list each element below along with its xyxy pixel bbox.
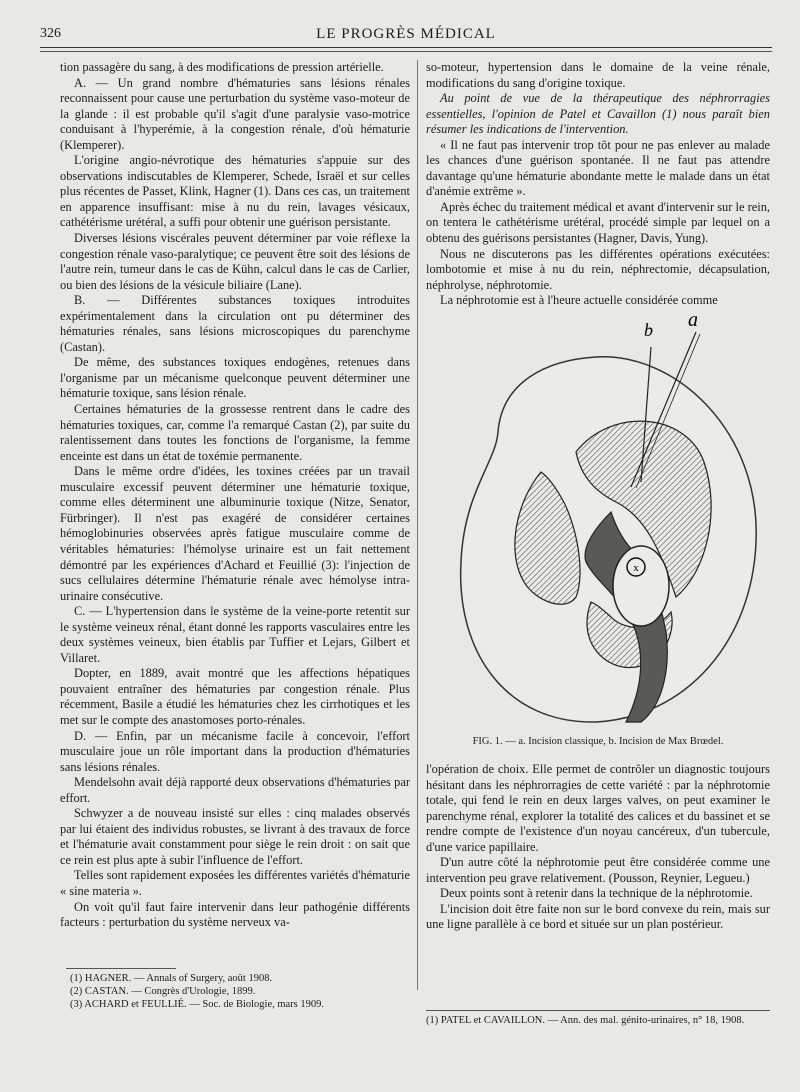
figure-caption: FIG. 1. — a. Incision classique, b. Incision de Max Brœdel. (472, 736, 724, 747)
page-number: 326 (40, 26, 61, 41)
paragraph: L'origine angio-névrotique des hématuries s'appuie sur des observations indiscutables de Klemperer, Schede, Israël et sur celles plus récentes de Passet, Klink, Hagner (1). Dans ces cas, un traitement en apparence insuffisant: mise à nu du rein, lavages vésicaux, cathétérisme urétéral, a suffi pour obtenir une guérison persistante. (60, 153, 410, 230)
kidney-drawing (436, 312, 770, 730)
kidney-illustration (436, 312, 770, 730)
footnote: (1) PATEL et CAVAILLON. — Ann. des mal. génito-urinaires, n° 18, 1908. (426, 1015, 745, 1026)
paragraph: Deux points sont à retenir dans la technique de la néphrotomie. (440, 886, 753, 901)
label-b: b (644, 320, 653, 340)
header-rule-secondary (40, 51, 772, 52)
page-header (40, 26, 772, 46)
column-divider (417, 60, 418, 990)
footnote-rule (66, 968, 176, 969)
footnote-rule (426, 1010, 770, 1011)
journal-title: LE PROGRÈS MÉDICAL (316, 26, 496, 42)
paragraph: Nous ne discuterons pas les différentes opérations exécutées: lombotomie et mise à nu du rein, néphrectomie, décapsulation, néphrolyse, néphrotomie. (426, 246, 770, 292)
right-column-top (426, 60, 770, 309)
paragraph: tion passagère du sang, à des modifications de pression artérielle. (60, 60, 384, 74)
paragraph: Mendelsohn avait déjà rapporté deux observations d'hématuries par effort. (60, 775, 410, 805)
paragraph: Après échec du traitement médical et avant d'intervenir sur le rein, on tentera le cathétérisme urétéral, procédé simple par lequel on a obtenu des guérisons persistantes (Hagner, Davis, Yung). (426, 199, 770, 246)
left-column (60, 60, 410, 960)
label-a: a (688, 312, 698, 331)
header-rule (40, 47, 772, 48)
paragraph: D'un autre côté la néphrotomie peut être considérée comme une intervention peu grave relativement. (Pousson, Reynier, Legueu.) (426, 855, 770, 885)
label-x: x (633, 562, 639, 574)
footnote: (2) CASTAN. — Congrès d'Urologie, 1899. (70, 986, 256, 997)
paragraph: Certaines hématuries de la grossesse rentrent dans le cadre des hématuries toxiques, car, comme l'a remarqué Castan (2), par suite du ralentissement dans toutes les fonctions de l'organisme, la femme enceinte est dans un état de toxémie permanente. (60, 402, 410, 463)
paragraph: Diverses lésions viscérales peuvent déterminer par voie réflexe la congestion rénale vaso-paralytique; ce peuvent être soit des lésions de l'autre rein, tumeur dans le cas de Kühn, calcul dans le cas de Carlier, ou bien des lésions de la vésicule biliaire (Lane). (60, 231, 410, 292)
paragraph: C. — L'hypertension dans le système de la veine-porte retentit sur le système veineux rénal, étant donné les rapports vasculaires entre les deux systèmes veineux, bien établis par Tuffier et Lejars, Gilbert et Villaret. (60, 604, 410, 665)
right-footnotes (426, 1014, 770, 1027)
paragraph: B. — Différentes substances toxiques introduites expérimentalement dans la circulation ont pu déterminer des hématuries rénales, sans lésions microscopiques du parenchyme (Castan). (60, 293, 410, 354)
renal-sinus-opening (613, 546, 669, 626)
left-footnotes (70, 972, 410, 1011)
footnote: (1) HAGNER. — Annals of Surgery, août 1908. (70, 973, 273, 984)
paragraph: l'opération de choix. Elle permet de contrôler un diagnostic toujours hésitant dans les néphrorragies de cette variété : par la néphrotomie totale, qui fend le rein en deux larges valves, on peut examiner le parenchyme rénal, explorer la totalité des calices et du bassinet et se rendre compte de l'existence d'un noyau cancéreux, d'un tubercule, d'une varice papillaire. (426, 762, 770, 854)
paragraph: Au point de vue de la thérapeutique des néphrorragies essentielles, l'opinion de Patel et Cavaillon (1) nous paraît bien résumer les indications de l'intervention. (426, 91, 770, 137)
paragraph: Schwyzer a de nouveau insisté sur elles : cinq malades observés par lui étaient des individus robustes, se livrant à des travaux de force et l'hématurie avait constamment pour siège le rein droit : on sait que ce rein est plus apte à subir l'influence de l'effort. (60, 806, 410, 867)
right-column-bottom (426, 762, 770, 933)
paragraph: De même, des substances toxiques endogènes, retenues dans l'organisme par un mécanisme quelconque peuvent déterminer une hématurie toxique, sans lésion rénale. (60, 355, 410, 401)
paragraph: so-moteur, hypertension dans le domaine de la veine rénale, modifications du sang d'origine toxique. (426, 60, 770, 90)
footnote: (3) ACHARD et FEULLIÉ. — Soc. de Biologie, mars 1909. (70, 999, 325, 1010)
paragraph: Dopter, en 1889, avait montré que les affections hépatiques pouvaient entraîner des hématuries par congestion rénale. Plus récemment, Basile a étudié les hématuries chez les cirrhotiques et les met sur le compte des anastomoses porto-rénales. (60, 666, 410, 727)
paragraph: Telles sont rapidement exposées les différentes variétés d'hématurie « sine materia ». (60, 868, 410, 898)
paragraph: La néphrotomie est à l'heure actuelle considérée comme (440, 293, 718, 308)
paragraph: D. — Enfin, par un mécanisme facile à concevoir, l'effort musculaire joue un rôle important dans la production d'hématuries sans lésions rénales. (60, 728, 410, 774)
paragraph: L'incision doit être faite non sur le bord convexe du rein, mais sur une ligne parallèle à ce bord et située sur un plan postérieur. (426, 901, 770, 932)
paragraph: On voit qu'il faut faire intervenir dans leur pathogénie différents facteurs : perturbation du système nerveux va- (60, 899, 410, 930)
paragraph: A. — Un grand nombre d'hématuries sans lésions rénales reconnaissent pour cause une perturbation du système vaso-moteur de la glande : il est probable qu'il s'agit d'une paralysie vaso-motrice conduisant à l'hyperémie, à la congestion rénale, d'où hématurie (Klemperer). (60, 75, 410, 152)
paragraph: « Il ne faut pas intervenir trop tôt pour ne pas enlever au malade les chances d'une guérison spontanée. Il ne faut pas attendre davantage qu'une hématurie abondante mette le malade dans un état d'anémie extrême ». (426, 137, 770, 199)
paragraph: Dans le même ordre d'idées, les toxines créées par un travail musculaire excessif peuvent déterminer une hématurie toxique, comme elles déterminent une albuminurie toxique (Nitze, Senator, Fürbringer). Il n'est pas exagéré de considérer certaines hémoglobinuries observées après fatigue musculaire comme de véritables hématuries: l'hémolyse urinaire est un fait nettement démontré par les expériences d'Achard et Feuillié (3): l'injection de sucs cellulaires détermine l'hématurie rénale avec hémolyse intra-urinaire consécutive. (60, 464, 410, 603)
